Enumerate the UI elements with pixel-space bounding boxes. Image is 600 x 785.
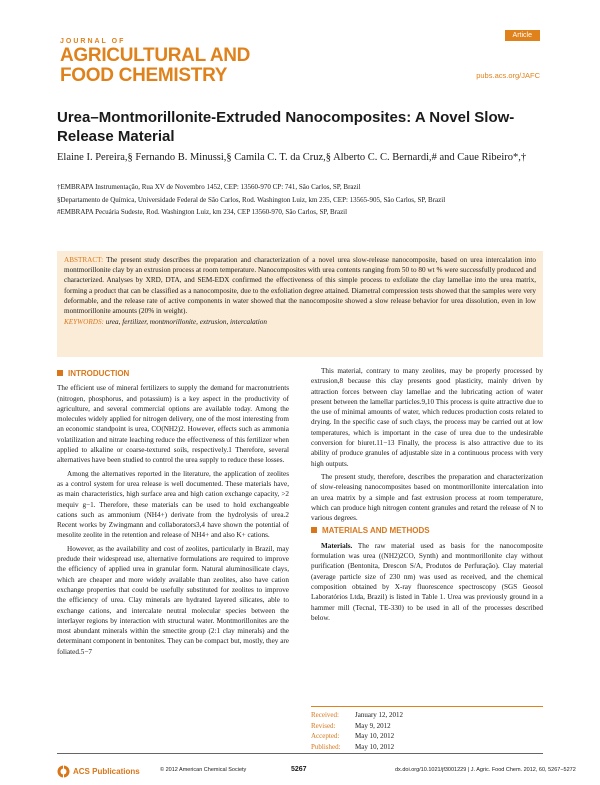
- affiliation-1: †EMBRAPA Instrumentação, Rua XV de Novembro 1452, CEP: 13560-970 CP: 741, São Carlos, SP, Brazil: [57, 183, 361, 191]
- right-column: [311, 366, 543, 626]
- methods-heading: MATERIALS AND METHODS: [311, 526, 543, 536]
- section-square-icon: [57, 370, 63, 376]
- abstract-label: ABSTRACT:: [64, 256, 104, 264]
- date-row-published: Published: May 10, 2012: [311, 742, 395, 751]
- acs-logo-icon: [57, 765, 70, 778]
- left-column: [57, 366, 289, 660]
- intro-paragraph-1: The efficient use of mineral fertilizers to supply the demand for macronutrients (nitrogen, phosphorus, and potassium) is a key aspect in the productivity of agriculture, and several commercial options are available today. Among the molecules widely applied for nitrogen delivery, one of the most interesting from an economic standpoint is urea, CO(NH2)2. However, effects such as ammonia volatilization and nitrate leaching reduce the effectiveness of this fertilizer when applied to alkaline or coarse-textured soils, respectively.1 Therefore, several alternatives have been studied to control the urea supply to reduce these losses.: [57, 384, 289, 465]
- footer-divider: [57, 753, 543, 754]
- section-square-icon: [311, 527, 317, 533]
- keywords-text: urea, fertilizer, montmorillonite, extrusion, intercalation: [105, 318, 267, 327]
- methods-paragraph: [311, 541, 543, 623]
- abstract-box: [57, 251, 543, 357]
- intro-paragraph-3: However, as the availability and cost of zeolites, particularly in Brazil, may predude their widespread use, alternative formulations are required to improve the efficiency of applied urea in granular form. Natural aluminosilicate clays, which are cheaper and more widely available than zeolites, also have cation exchange properties that could be usefully substituted for zeolites to improve the efficiency of urea. Clay minerals are hydrated layered silicates, able to exchange cations, and intercalate neutral molecular species between the interlayer regions by interaction with structural water. Montmorillonites are the most abundant minerals within the smectite group (2:1 clay minerals) and the determinant component in bentonites. They can be compact but, mostly, they are foliated.5−7: [57, 544, 289, 656]
- date-row-received: Received: January 12, 2012: [311, 711, 404, 719]
- dates-divider: [311, 706, 543, 707]
- abstract-text: The present study describes the preparation and characterization of a novel urea slow-release nanocomposite, based on urea intercalation into montmorillonite clay by an extrusion process at room temperature. Nanocomposites with urea contents ranging from 50 to 80 wt % were successfully produced and characterized. Analyses by XRD, DTA, and SEM-EDX confirmed the effectiveness of this simple process to exfoliate the clay lamellae into the urea matrix, forming a product that can be classified as a nanocomposite, due to the exfoliation degree attained. Diametral compression tests showed that the samples were very deformable, and the release rate of active components in water showed that the nanocomposite showed a slow release behavior for urea dissolution, even in low montmorillonite amounts (20% in weight).: [64, 256, 536, 316]
- introduction-heading: INTRODUCTION: [57, 369, 289, 379]
- author-list: Elaine I. Pereira,§ Fernando B. Minussi,§ Camila C. T. da Cruz,§ Alberto C. C. Bernardi,# and Caue Ribeiro*,†: [57, 152, 527, 163]
- intro-paragraph-2: Among the alternatives reported in the literature, the application of zeolites as a control system for urea release is well documented. These materials have, as main characteristics, high surface area and high cation exchange capacity, >2 mequiv g−1. Therefore, these materials can be used to hold exchangeable cations such as ammonium (NH4+) derivate from the hydrolysis of urea.2 Recent works by Zwingmann and collaborators3,4 have shown the potential of mesolite zeolite in the retention and release of NH4+ and also K+ cations.: [57, 469, 289, 540]
- materials-text: The raw material used as basis for the nanocomposite formulation was urea ((NH2)2CO, Synth) and montmorillonite clay without purification (Bentonita, Drescon S/A, Produtos de Perfuração). Clay material (average particle size of 230 nm) was used as received, and the chemical composition obtained by X-ray fluorescence spectroscopy (SGS Geosol Laboratórios Ltda, Brazil) is listed in Table 1. Urea was previously ground in a hammer mill (Tecnal, TE-330) to be used in all of the processes described below.: [311, 541, 543, 622]
- doi-citation[interactable]: dx.doi.org/10.1021/jf3001229 | J. Agric. Food Chem. 2012, 60, 5267−5272: [395, 767, 576, 773]
- article-title: Urea–Montmorillonite-Extruded Nanocomposites: A Novel Slow-Release Material: [57, 109, 515, 145]
- journal-name-line2: FOOD CHEMISTRY: [60, 65, 228, 86]
- affiliation-3: #EMBRAPA Pecuária Sudeste, Rod. Washington Luiz, km 234, CEP 13560-970, São Carlos, SP, Brazil: [57, 208, 348, 216]
- affiliations: [57, 183, 557, 221]
- keywords-line: [64, 317, 536, 327]
- date-row-accepted: Accepted: May 10, 2012: [311, 732, 395, 740]
- intro-paragraph-5: The present study, therefore, describes the preparation and characterization of slow-releasing nanocomposites based on montmorillonite intercalation into an urea matrix by a simple and fast extrusion process at room temperature, which can produce high nitrogen content granules and retard the release of N to various degrees.: [311, 472, 543, 523]
- copyright-notice: © 2012 American Chemical Society: [160, 767, 247, 773]
- journal-url[interactable]: pubs.acs.org/JAFC: [476, 71, 540, 80]
- page-number: 5267: [291, 766, 307, 773]
- keywords-label: KEYWORDS:: [64, 318, 104, 327]
- publisher-logo: [57, 765, 140, 778]
- publication-dates: [311, 710, 543, 752]
- journal-name-line1: AGRICULTURAL AND: [60, 45, 251, 66]
- journal-logo: [60, 38, 250, 85]
- article-type-badge: Article: [505, 30, 540, 41]
- publisher-name: ACS Publications: [73, 767, 140, 776]
- materials-subheading: Materials.: [321, 541, 353, 550]
- affiliation-2: §Departamento de Química, Universidade Federal de São Carlos, Rod. Washington Luiz, km 235, CEP: 13565-905, São Carlos, SP, Brazil: [57, 195, 446, 204]
- date-row-revised: Revised: May 9, 2012: [311, 721, 391, 730]
- intro-paragraph-4: This material, contrary to many zeolites, may be properly processed by extrusion,8 because this clay presents good plasticity, mainly driven by attraction forces between clay lamellae and the lubricating action of water present between the lamellar particles.9,10 This process is quite attractive due to the use of minimal amounts of water, which reduces production costs related to drying. In the specific case of such clays, the process may be carried out at low temperatures, which is important in the case of urea due to the undesirable conversion for biuret.11−13 Finally, the process is also attractive due to its ability of produce granules of adjustable size in a continuous process with very high outputs.: [311, 367, 543, 468]
- journal-prefix: JOURNAL OF: [60, 38, 126, 45]
